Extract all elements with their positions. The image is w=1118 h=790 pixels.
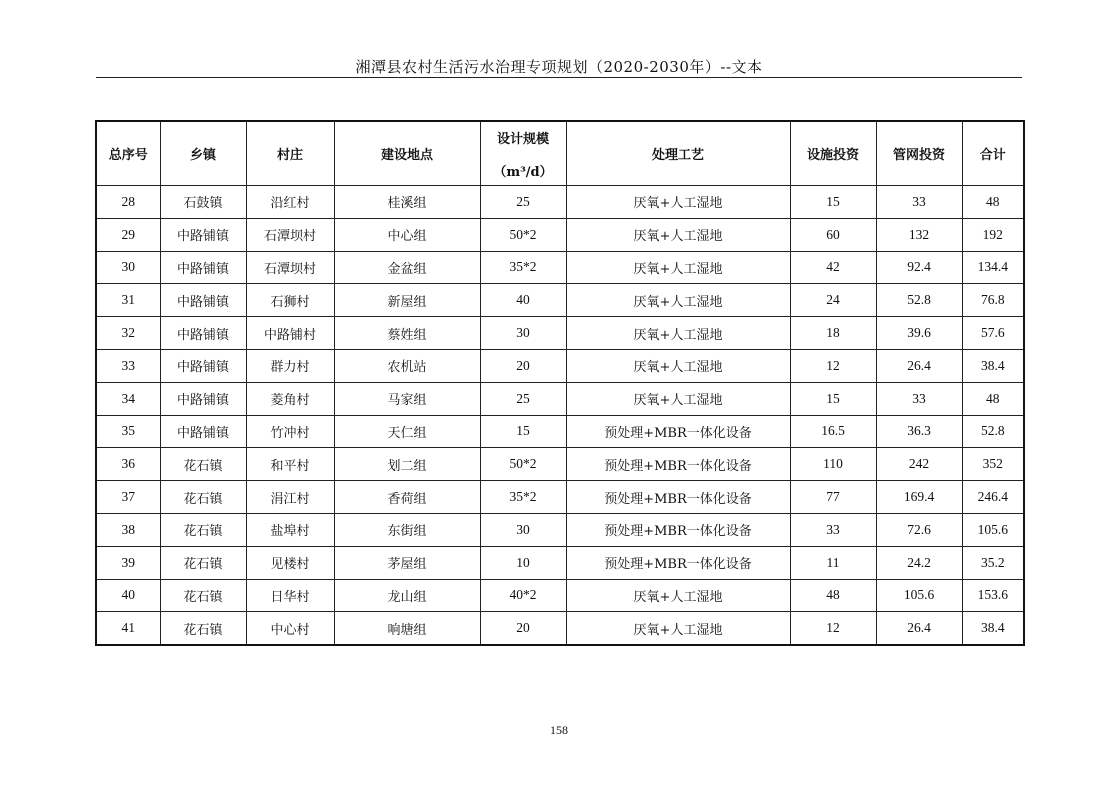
investment-table — [95, 120, 1025, 646]
table-cell: 40 — [96, 579, 160, 612]
table-cell: 39 — [96, 546, 160, 579]
table-row — [96, 513, 1024, 546]
table-cell: 105.6 — [962, 513, 1024, 546]
table-cell: 153.6 — [962, 579, 1024, 612]
table-cell: 茅屋组 — [334, 546, 480, 579]
table-cell: 34 — [96, 382, 160, 415]
table-cell: 57.6 — [962, 317, 1024, 350]
table-cell: 10 — [480, 546, 566, 579]
table-cell: 48 — [962, 186, 1024, 219]
table-cell: 25 — [480, 382, 566, 415]
table-cell: 52.8 — [962, 415, 1024, 448]
table-row — [96, 284, 1024, 317]
table-cell: 12 — [790, 612, 876, 645]
table-cell: 105.6 — [876, 579, 962, 612]
table-cell: 中路铺村 — [246, 317, 334, 350]
table-cell: 龙山组 — [334, 579, 480, 612]
table-cell: 33 — [876, 186, 962, 219]
column-header-unit: （m³/d） — [493, 164, 553, 180]
table-cell: 响塘组 — [334, 612, 480, 645]
table-cell: 花石镇 — [160, 513, 246, 546]
table-cell: 26.4 — [876, 349, 962, 382]
table-cell: 中心组 — [334, 218, 480, 251]
table-cell: 26.4 — [876, 612, 962, 645]
table-cell: 预处理+MBR一体化设备 — [566, 481, 790, 514]
column-header: 建设地点 — [334, 121, 480, 186]
table-cell: 花石镇 — [160, 481, 246, 514]
table-cell: 厌氧+人工湿地 — [566, 612, 790, 645]
table-cell: 76.8 — [962, 284, 1024, 317]
table-cell: 中路铺镇 — [160, 251, 246, 284]
table-row — [96, 317, 1024, 350]
table-cell: 金盆组 — [334, 251, 480, 284]
table-cell: 厌氧+人工湿地 — [566, 284, 790, 317]
table-row — [96, 186, 1024, 219]
table-cell: 48 — [962, 382, 1024, 415]
table-cell: 36 — [96, 448, 160, 481]
table-row — [96, 546, 1024, 579]
table-cell: 日华村 — [246, 579, 334, 612]
table-cell: 15 — [480, 415, 566, 448]
header-divider — [96, 77, 1022, 78]
table-cell: 中路铺镇 — [160, 317, 246, 350]
table-cell: 18 — [790, 317, 876, 350]
table-cell: 花石镇 — [160, 546, 246, 579]
table-cell: 中路铺镇 — [160, 382, 246, 415]
table-cell: 40 — [480, 284, 566, 317]
table-cell: 花石镇 — [160, 579, 246, 612]
table-cell: 38 — [96, 513, 160, 546]
table-cell: 厌氧+人工湿地 — [566, 218, 790, 251]
table-row — [96, 382, 1024, 415]
table-row — [96, 612, 1024, 645]
table-cell: 50*2 — [480, 218, 566, 251]
page-number: 158 — [550, 723, 568, 737]
table-cell: 30 — [480, 317, 566, 350]
table-body — [96, 186, 1024, 646]
table-cell: 50*2 — [480, 448, 566, 481]
table-cell: 菱角村 — [246, 382, 334, 415]
table-header-row — [96, 121, 1024, 186]
table-cell: 30 — [96, 251, 160, 284]
table-cell: 20 — [480, 612, 566, 645]
table-cell: 41 — [96, 612, 160, 645]
table-row — [96, 415, 1024, 448]
table-cell: 中路铺镇 — [160, 284, 246, 317]
table-cell: 169.4 — [876, 481, 962, 514]
table-cell: 厌氧+人工湿地 — [566, 349, 790, 382]
table-cell: 33 — [96, 349, 160, 382]
table-cell: 群力村 — [246, 349, 334, 382]
table-cell: 新屋组 — [334, 284, 480, 317]
table-cell: 35*2 — [480, 251, 566, 284]
column-header-label: 设计规模 — [496, 131, 549, 147]
table-cell: 和平村 — [246, 448, 334, 481]
table-cell: 11 — [790, 546, 876, 579]
table-cell: 24.2 — [876, 546, 962, 579]
table-cell: 37 — [96, 481, 160, 514]
table-cell: 中路铺镇 — [160, 218, 246, 251]
table-cell: 246.4 — [962, 481, 1024, 514]
table-cell: 盐埠村 — [246, 513, 334, 546]
column-header: 合计 — [962, 121, 1024, 186]
table-row — [96, 349, 1024, 382]
table-cell: 中心村 — [246, 612, 334, 645]
table-cell: 38.4 — [962, 349, 1024, 382]
table-cell: 沿红村 — [246, 186, 334, 219]
table-cell: 30 — [480, 513, 566, 546]
table-cell: 天仁组 — [334, 415, 480, 448]
table-cell: 33 — [790, 513, 876, 546]
table-cell: 33 — [876, 382, 962, 415]
table-cell: 52.8 — [876, 284, 962, 317]
column-header: 管网投资 — [876, 121, 962, 186]
table-cell: 厌氧+人工湿地 — [566, 579, 790, 612]
table-cell: 134.4 — [962, 251, 1024, 284]
table-cell: 中路铺镇 — [160, 415, 246, 448]
table-cell: 35*2 — [480, 481, 566, 514]
table-cell: 预处理+MBR一体化设备 — [566, 415, 790, 448]
table-cell: 192 — [962, 218, 1024, 251]
table-cell: 42 — [790, 251, 876, 284]
table-cell: 92.4 — [876, 251, 962, 284]
table-cell: 预处理+MBR一体化设备 — [566, 448, 790, 481]
table-cell: 38.4 — [962, 612, 1024, 645]
table-cell: 厌氧+人工湿地 — [566, 382, 790, 415]
table-cell: 东街组 — [334, 513, 480, 546]
column-header: 处理工艺 — [566, 121, 790, 186]
table-cell: 中路铺镇 — [160, 349, 246, 382]
table-row — [96, 448, 1024, 481]
table-cell: 蔡姓组 — [334, 317, 480, 350]
table-cell: 划二组 — [334, 448, 480, 481]
table-cell: 60 — [790, 218, 876, 251]
page-header-title: 湘潭县农村生活污水治理专项规划（2020-2030年）--文本 — [355, 58, 763, 76]
table-row — [96, 481, 1024, 514]
table-row — [96, 579, 1024, 612]
table-cell: 29 — [96, 218, 160, 251]
column-header: 总序号 — [96, 121, 160, 186]
table-cell: 28 — [96, 186, 160, 219]
table-cell: 31 — [96, 284, 160, 317]
table-cell: 352 — [962, 448, 1024, 481]
table-cell: 厌氧+人工湿地 — [566, 186, 790, 219]
table-cell: 36.3 — [876, 415, 962, 448]
table-cell: 48 — [790, 579, 876, 612]
table-cell: 77 — [790, 481, 876, 514]
table-cell: 35.2 — [962, 546, 1024, 579]
table-cell: 桂溪组 — [334, 186, 480, 219]
table-cell: 石潭坝村 — [246, 218, 334, 251]
column-header: 设施投资 — [790, 121, 876, 186]
table-row — [96, 251, 1024, 284]
table-cell: 110 — [790, 448, 876, 481]
column-header: 村庄 — [246, 121, 334, 186]
table-cell: 厌氧+人工湿地 — [566, 251, 790, 284]
table-cell: 132 — [876, 218, 962, 251]
table-cell: 12 — [790, 349, 876, 382]
table-cell: 242 — [876, 448, 962, 481]
table-cell: 15 — [790, 382, 876, 415]
table-cell: 预处理+MBR一体化设备 — [566, 513, 790, 546]
table-cell: 马家组 — [334, 382, 480, 415]
table-cell: 厌氧+人工湿地 — [566, 317, 790, 350]
table-cell: 20 — [480, 349, 566, 382]
table-cell: 农机站 — [334, 349, 480, 382]
table-cell: 32 — [96, 317, 160, 350]
table-cell: 16.5 — [790, 415, 876, 448]
column-header — [480, 121, 566, 186]
table-cell: 24 — [790, 284, 876, 317]
table-row — [96, 218, 1024, 251]
table-cell: 涓江村 — [246, 481, 334, 514]
table-cell: 35 — [96, 415, 160, 448]
table-cell: 石鼓镇 — [160, 186, 246, 219]
table-cell: 39.6 — [876, 317, 962, 350]
table-cell: 花石镇 — [160, 448, 246, 481]
table-cell: 花石镇 — [160, 612, 246, 645]
table-cell: 竹冲村 — [246, 415, 334, 448]
table-cell: 25 — [480, 186, 566, 219]
table-cell: 见楼村 — [246, 546, 334, 579]
table-cell: 15 — [790, 186, 876, 219]
table-cell: 石狮村 — [246, 284, 334, 317]
table-cell: 40*2 — [480, 579, 566, 612]
table-cell: 预处理+MBR一体化设备 — [566, 546, 790, 579]
table-cell: 72.6 — [876, 513, 962, 546]
column-header: 乡镇 — [160, 121, 246, 186]
table-cell: 香荷组 — [334, 481, 480, 514]
table-cell: 石潭坝村 — [246, 251, 334, 284]
